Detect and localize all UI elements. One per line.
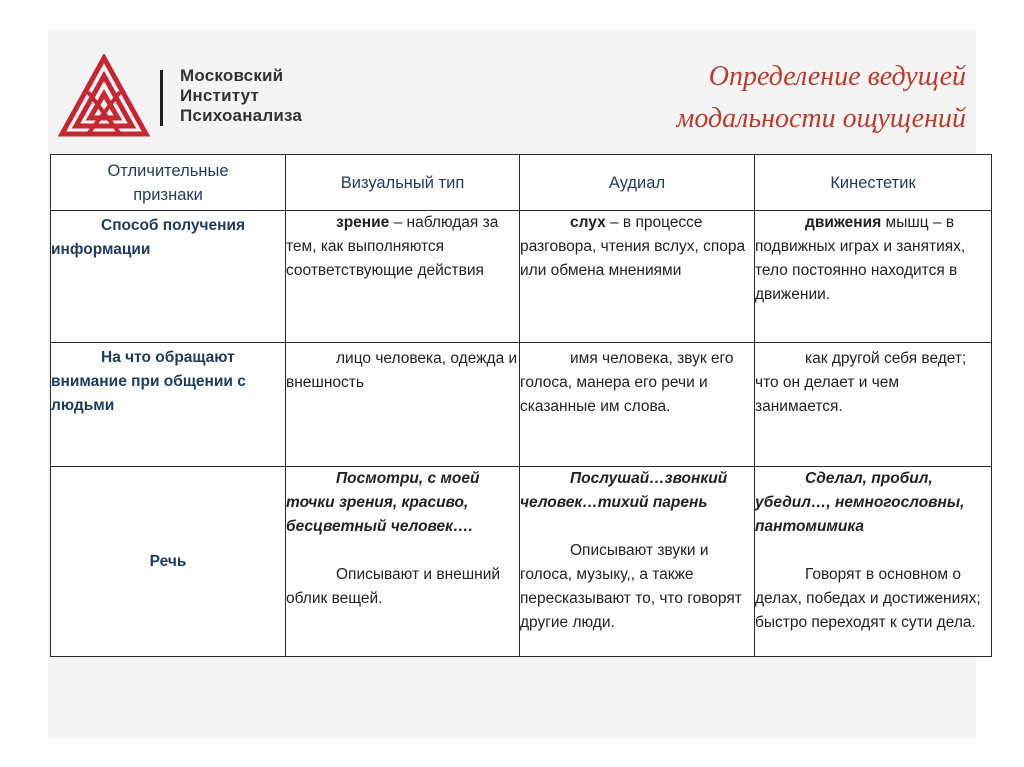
slide-title bbox=[600, 56, 966, 140]
institute-name bbox=[180, 66, 302, 126]
row2-label-line2: внимание при общении с людьми bbox=[51, 373, 246, 414]
kin-info-keyword: движения bbox=[805, 214, 882, 231]
visual-speech-quote: Посмотри, с моей точки зрения, красиво, бесцветный человек…. bbox=[286, 470, 480, 535]
cell-kinesthetic-info bbox=[755, 211, 992, 343]
visual-speech-desc: Описывают и внешний облик вещей. bbox=[286, 566, 501, 607]
table-header-row bbox=[51, 155, 992, 211]
table-row bbox=[51, 343, 992, 467]
audial-attention-text: имя человека, звук его голоса, манера его речи и сказанные им слова. bbox=[520, 350, 734, 415]
row-label-attention bbox=[51, 343, 286, 467]
cell-audial-info bbox=[520, 211, 755, 343]
title-line-2: модальности ощущений bbox=[676, 103, 966, 134]
cell-kinesthetic-speech bbox=[755, 467, 992, 657]
header-visual: Визуальный тип bbox=[286, 155, 520, 211]
cell-kinesthetic-attention bbox=[755, 343, 992, 467]
institute-line-3: Психоанализа bbox=[180, 106, 303, 125]
kin-speech-quote: Сделал, пробил, убедил…, немногословны, пантомимика bbox=[755, 470, 965, 535]
kin-attention-text: как другой себя ведет; что он делает и чем занимается. bbox=[755, 350, 967, 415]
modality-table bbox=[50, 154, 992, 657]
title-line-1: Определение ведущей bbox=[708, 61, 966, 92]
kin-speech-desc: Говорят в основном о делах, победах и достижениях; быстро переходят к сути дела. bbox=[755, 566, 981, 631]
header-kinesthetic: Кинестетик bbox=[755, 155, 992, 211]
row3-label: Речь bbox=[149, 552, 187, 570]
table-row bbox=[51, 211, 992, 343]
visual-info-keyword: зрение bbox=[336, 214, 390, 231]
audial-info-keyword: слух bbox=[570, 214, 606, 231]
cell-audial-speech bbox=[520, 467, 755, 657]
row1-label-line2: информации bbox=[51, 241, 151, 258]
logo-divider bbox=[160, 70, 163, 126]
visual-attention-text: лицо человека, одежда и внешность bbox=[286, 350, 518, 391]
row2-label-line1: На что обращают bbox=[101, 349, 235, 366]
visual-info-text: – наблюдая за тем, как выполняются соответствующие действия bbox=[286, 214, 499, 279]
row1-label-line1: Способ получения bbox=[101, 217, 246, 234]
row-label-info bbox=[51, 211, 286, 343]
cell-visual-attention bbox=[286, 343, 520, 467]
header-audial: Аудиал bbox=[520, 155, 755, 211]
audial-speech-quote: Послушай…звонкий человек…тихий парень bbox=[520, 470, 728, 511]
cell-visual-info bbox=[286, 211, 520, 343]
institute-logo bbox=[58, 54, 150, 138]
header-features: Отличительные признаки bbox=[51, 155, 286, 211]
kin-info-text: мышц – в подвижных играх и занятиях, тело постоянно находится в движении. bbox=[755, 214, 966, 303]
audial-speech-desc: Описывают звуки и голоса, музыку,, а также пересказывают то, что говорят другие люди. bbox=[520, 542, 742, 631]
institute-line-1: Московский bbox=[180, 66, 284, 85]
row-label-speech bbox=[51, 467, 286, 657]
cell-visual-speech bbox=[286, 467, 520, 657]
cell-audial-attention bbox=[520, 343, 755, 467]
institute-line-2: Институт bbox=[180, 86, 260, 105]
table-row bbox=[51, 467, 992, 657]
audial-info-text: – в процессе разговора, чтения вслух, спора или обмена мнениями bbox=[520, 214, 746, 279]
